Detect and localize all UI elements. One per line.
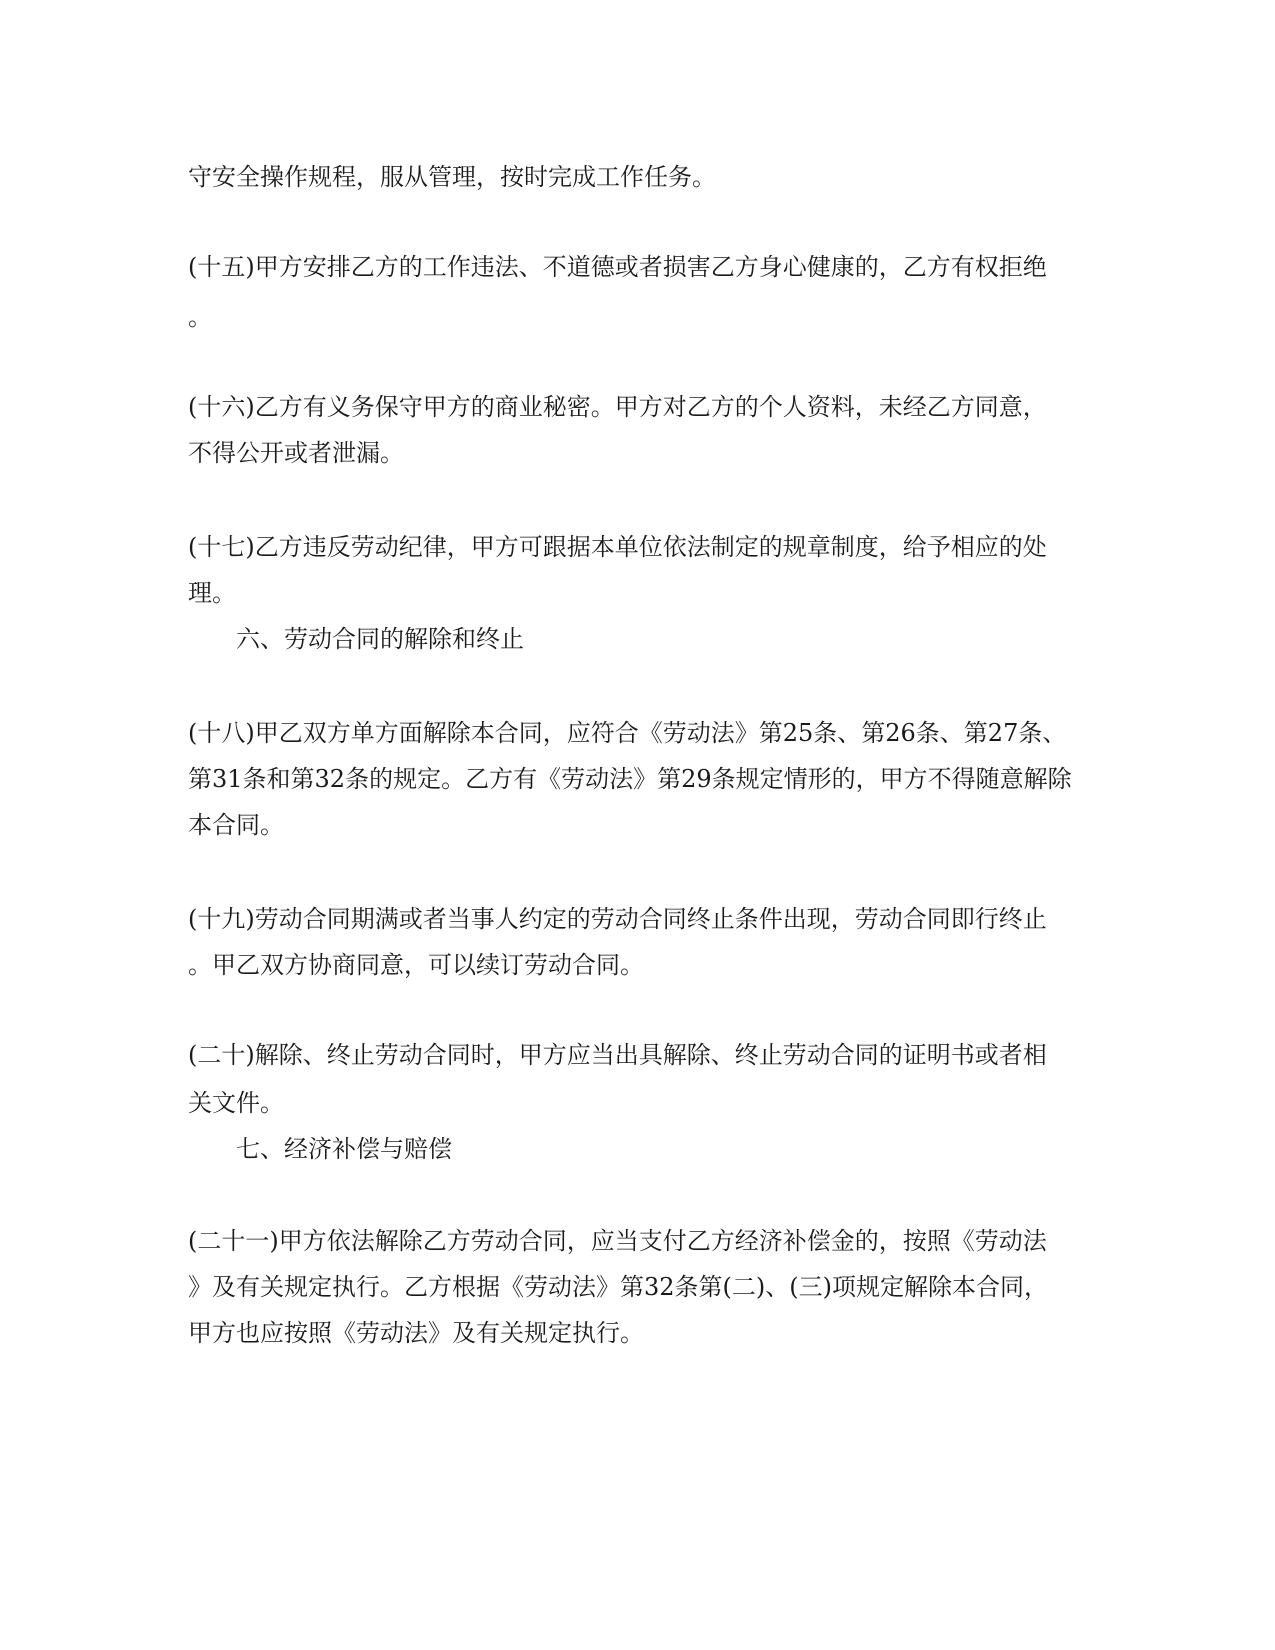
clause-17-line-1: (十七)乙方违反劳动纪律，甲方可跟据本单位依法制定的规章制度，给予相应的处: [188, 533, 1047, 561]
section-heading-7: 七、经济补偿与赔偿: [236, 1135, 452, 1163]
clause-20-line-2: 关文件。: [188, 1089, 284, 1117]
clause-16-line-1: (十六)乙方有义务保守甲方的商业秘密。甲方对乙方的个人资料，未经乙方同意，: [188, 393, 1047, 421]
clause-18-line-1: (十八)甲乙双方单方面解除本合同，应符合《劳动法》第25条、第26条、第27条、: [188, 719, 1067, 747]
clause-17-line-2: 理。: [188, 579, 236, 607]
text-line: 守安全操作规程，服从管理，按时完成工作任务。: [188, 163, 716, 191]
clause-18-line-3: 本合同。: [188, 811, 284, 839]
clause-18-line-2: 第31条和第32条的规定。乙方有《劳动法》第29条规定情形的，甲方不得随意解除: [188, 765, 1072, 793]
clause-19-line-2: 。甲乙双方协商同意，可以续订劳动合同。: [188, 951, 644, 979]
clause-15-line-2: 。: [188, 303, 212, 331]
clause-16-line-2: 不得公开或者泄漏。: [188, 439, 404, 467]
section-heading-6: 六、劳动合同的解除和终止: [236, 625, 524, 653]
clause-20-line-1: (二十)解除、终止劳动合同时，甲方应当出具解除、终止劳动合同的证明书或者相: [188, 1041, 1047, 1069]
clause-21-line-3: 甲方也应按照《劳动法》及有关规定执行。: [188, 1319, 644, 1347]
clause-21-line-2: 》及有关规定执行。乙方根据《劳动法》第32条第(二)、(三)项规定解除本合同，: [188, 1273, 1048, 1301]
clause-21-line-1: (二十一)甲方依法解除乙方劳动合同，应当支付乙方经济补偿金的，按照《劳动法: [188, 1227, 1047, 1255]
clause-19-line-1: (十九)劳动合同期满或者当事人约定的劳动合同终止条件出现，劳动合同即行终止: [188, 905, 1047, 933]
clause-15-line-1: (十五)甲方安排乙方的工作违法、不道德或者损害乙方身心健康的，乙方有权拒绝: [188, 253, 1047, 281]
